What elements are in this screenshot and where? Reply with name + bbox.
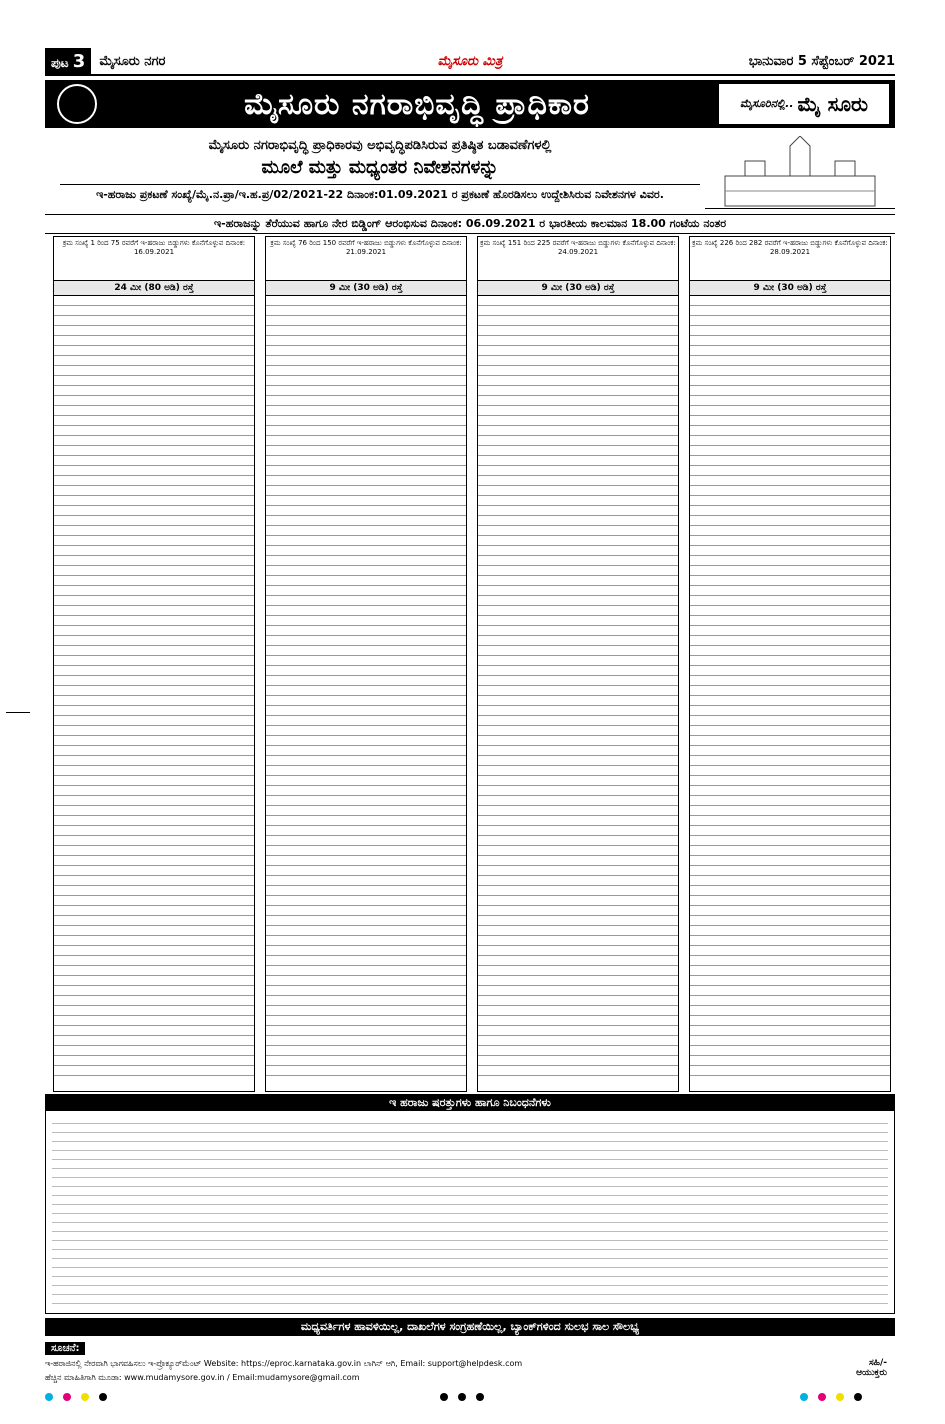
issue-date: ಭಾನುವಾರ 5 ಸೆಪ್ಟೆಂಬರ್ 2021 <box>748 53 895 69</box>
intro-line-3: ಇ-ಹರಾಜು ಪ್ರಕಟಣೆ ಸಂಖ್ಯೆ/ಮೈ.ನ.ಪ್ರಾ/ಇ.ಹ.ಪ್ರ/02/2021-22 ದಿನಾಂಕ:01.09.2021 ರ ಪ್ರಕಟಣೆ ಹೊರಡಿಸಲು ಉದ್ದೇಶಿಸಿರುವ ನಿವೇಶನಗಳ ವಿವರ. <box>60 184 700 202</box>
note-tag: ಸೂಚನೆ: <box>45 1342 85 1355</box>
road-width-section: 9 ಮೀ (30 ಅಡಿ) ರಸ್ತೆ <box>478 281 678 296</box>
registration-marks-center <box>440 1393 484 1401</box>
auction-start-notice: ಇ-ಹರಾಜನ್ನು ತೆರೆಯುವ ಹಾಗೂ ನೇರ ಬಿಡ್ಡಿಂಗ್ ಆರಂಭಿಸುವ ದಿನಾಂಕ: 06.09.2021 ರ ಭಾರತೀಯ ಕಾಲಮಾನ 18.00 ಗಂಟೆಯ ನಂತರ <box>45 214 895 234</box>
terms-body <box>52 1115 888 1305</box>
sites-column-2 <box>265 236 467 1092</box>
sites-column-4 <box>689 236 891 1092</box>
note-line-1: ಇ-ಹರಾಜಿನಲ್ಲಿ ನೇರವಾಗಿ ಭಾಗವಹಿಸಲು ಇ-ಪ್ರೊಕ್ಯೂರ್‌ಮೆಂಟ್ Website: https://eproc.karnataka.gov.in ಲಾಗಿನ್ ಆಗಿ, Email: support@helpdesk.com <box>45 1359 523 1368</box>
column-heading: ಕ್ರಮ ಸಂಖ್ಯೆ 226 ರಿಂದ 282 ರವರೆಗೆ ಇ-ಹರಾಜು ಬಿಡ್ಡುಗಳು ಕೊನೆಗೊಳ್ಳುವ ದಿನಾಂಕ: 28.09.2021 <box>690 237 890 281</box>
registration-marks-right <box>800 1393 862 1401</box>
signature: ಸಹಿ/- <box>869 1358 887 1368</box>
page-header <box>45 48 895 76</box>
terms-title: ಇ ಹರಾಜು ಷರತ್ತುಗಳು ಹಾಗೂ ನಿಬಂಧನೆಗಳು <box>46 1095 894 1111</box>
benefits-bar: ಮಧ್ಯವರ್ತಿಗಳ ಹಾವಳಿಯಿಲ್ಲ, ದಾಖಲೆಗಳ ಸಂಗ್ರಹಣೆಯಿಲ್ಲ, ಬ್ಯಾಂಕ್‌ಗಳಿಂದ ಸುಲಭ ಸಾಲ ಸೌಲಭ್ಯ <box>45 1318 895 1336</box>
road-width-section: 9 ಮೀ (30 ಅಡಿ) ರಸ್ತೆ <box>690 281 890 296</box>
note-section <box>45 1342 895 1382</box>
road-width-section: 9 ಮೀ (30 ಅಡಿ) ರಸ್ತೆ <box>266 281 466 296</box>
sites-tables <box>53 236 893 1090</box>
signatory-title: ಆಯುಕ್ತರು <box>856 1368 887 1378</box>
sites-table-rows <box>54 296 254 1076</box>
registration-marks-left <box>45 1393 107 1401</box>
margin-mark <box>6 712 30 713</box>
column-heading: ಕ್ರಮ ಸಂಖ್ಯೆ 76 ರಿಂದ 150 ರವರೆಗೆ ಇ-ಹರಾಜು ಬಿಡ್ಡುಗಳು ಕೊನೆಗೊಳ್ಳುವ ದಿನಾಂಕ: 21.09.2021 <box>266 237 466 281</box>
column-heading: ಕ್ರಮ ಸಂಖ್ಯೆ 1 ರಿಂದ 75 ರವರೆಗೆ ಇ-ಹರಾಜು ಬಿಡ್ಡುಗಳು ಕೊನೆಗೊಳ್ಳುವ ದಿನಾಂಕ: 16.09.2021 <box>54 237 254 281</box>
sites-table-rows <box>690 296 890 1076</box>
authority-banner <box>45 80 895 128</box>
road-width-section: 24 ಮೀ (80 ಅಡಿ) ರಸ್ತೆ <box>54 281 254 296</box>
intro-line-2: ಮೂಲೆ ಮತ್ತು ಮಧ್ಯಂತರ ನಿವೇಶನಗಳನ್ನು <box>261 157 499 178</box>
authority-seal-icon <box>57 84 97 124</box>
section-name: ಮೈಸೂರು ನಗರ <box>99 53 166 69</box>
auction-intro <box>60 134 700 204</box>
terms-and-conditions <box>45 1094 895 1314</box>
mysuru-logo: ಮೈಸೂರಿನಲ್ಲಿ.. ಮೈ ಸೂರು <box>719 84 889 124</box>
newspaper-name: ಮೈಸೂರು ಮಿತ್ರ <box>437 53 503 69</box>
sites-table-rows <box>266 296 466 1076</box>
intro-line-1: ಮೈಸೂರು ನಗರಾಭಿವೃದ್ಧಿ ಪ್ರಾಧಿಕಾರವು ಅಭಿವೃದ್ಧಿಪಡಿಸಿರುವ ಪ್ರತಿಷ್ಠಿತ ಬಡಾವಣೆಗಳಲ್ಲಿ <box>208 138 552 153</box>
page-number-badge: ಪುಟ 3 <box>45 48 91 75</box>
palace-illustration <box>705 136 895 209</box>
column-heading: ಕ್ರಮ ಸಂಖ್ಯೆ 151 ರಿಂದ 225 ರವರೆಗೆ ಇ-ಹರಾಜು ಬಿಡ್ಡುಗಳು ಕೊನೆಗೊಳ್ಳುವ ದಿನಾಂಕ: 24.09.2021 <box>478 237 678 281</box>
authority-title: ಮೈಸೂರು ನಗರಾಭಿವೃದ್ಧಿ ಪ್ರಾಧಿಕಾರ <box>244 86 590 122</box>
sites-column-3 <box>477 236 679 1092</box>
sites-table-rows <box>478 296 678 1076</box>
note-line-2: ಹೆಚ್ಚಿನ ಮಾಹಿತಿಗಾಗಿ ಮೂಡಾ: www.mudamysore.gov.in / Email:mudamysore@gmail.com <box>45 1373 360 1382</box>
sites-column-1 <box>53 236 255 1092</box>
signature-block <box>856 1358 887 1378</box>
